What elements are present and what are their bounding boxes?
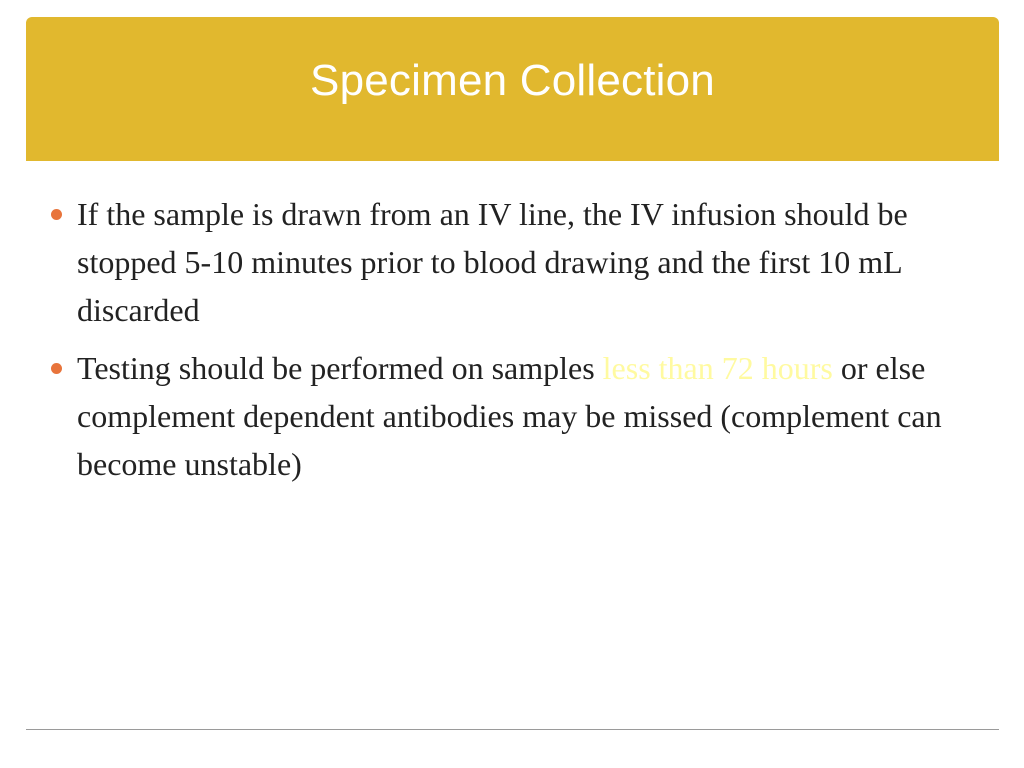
- bullet-text-2-before: Testing should be performed on samples: [77, 350, 603, 386]
- bullet-item-2: [48, 344, 978, 488]
- bullet-text-1: If the sample is drawn from an IV line, the IV infusion should be stopped 5-10 minutes prior to blood drawing and the first 10 mL discarded: [77, 196, 908, 328]
- bullet-item-1: [48, 190, 978, 334]
- bullet-dot-icon: [51, 209, 62, 220]
- title-bar: [26, 17, 999, 161]
- footer-divider: [26, 729, 999, 730]
- highlighted-text: less than 72 hours: [602, 350, 833, 386]
- slide-title: Specimen Collection: [310, 56, 715, 105]
- bullet-text-2-after: or else complement dependent antibodies may be missed (complement can become unstable): [77, 350, 942, 482]
- slide-body: [48, 190, 978, 498]
- bullet-dot-icon: [51, 363, 62, 374]
